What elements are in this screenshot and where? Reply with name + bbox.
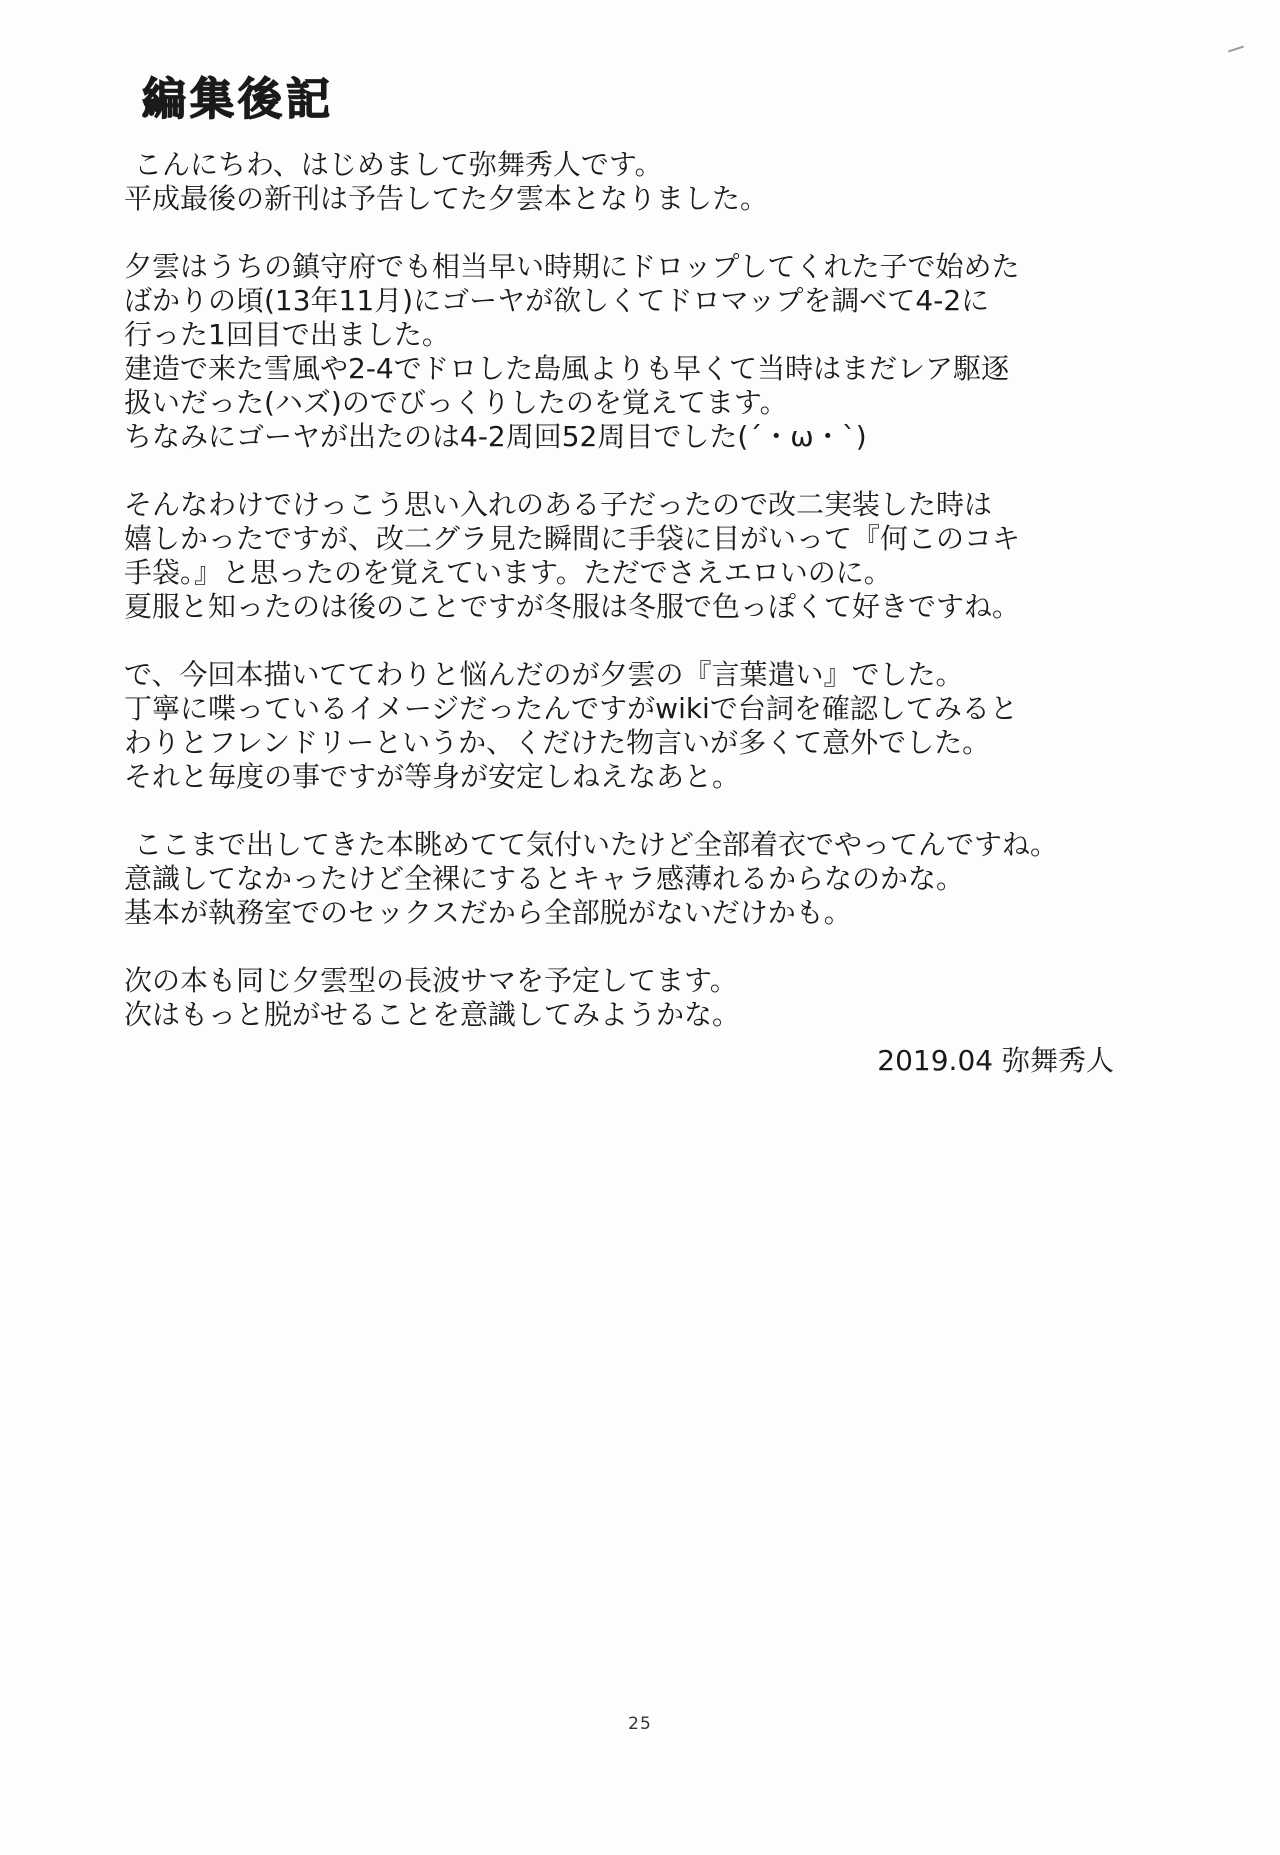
scan-mark [1228,46,1244,53]
paragraph-greeting [124,148,1144,216]
text-line: 夏服と知ったのは後のことですが冬服は冬服で色っぽくて好きですね。 [124,590,1021,623]
text-line: 建造で来た雪風や2-4でドロした島風よりも早くて当時はまだレア駆逐 [124,352,1010,385]
text-line: 丁寧に喋っているイメージだったんですがwikiで台詞を確認してみると [124,692,1018,725]
paragraph-yugumo-drop [124,250,1144,454]
text-line: で、今回本描いててわりと悩んだのが夕雲の『言葉遣い』でした。 [124,658,964,691]
text-line: 行った1回目で出ました。 [124,318,450,351]
text-line: 平成最後の新刊は予告してた夕雲本となりました。 [124,182,769,215]
paragraph-clothing [124,828,1144,930]
page-title: 編集後記 [142,74,334,125]
text-line: こんにちわ、はじめまして弥舞秀人です。 [134,148,663,181]
text-line: 手袋。』と思ったのを覚えています。ただでさえエロいのに。 [124,556,892,589]
text-line: 夕雲はうちの鎮守府でも相当早い時期にドロップしてくれた子で始めた [124,250,1020,283]
text-line: 基本が執務室でのセックスだから全部脱がないだけかも。 [124,896,852,929]
text-line: 嬉しかったですが、改二グラ見た瞬間に手袋に目がいって『何このコキ [124,522,1021,555]
text-line: 次はもっと脱がせることを意識してみようかな。 [124,998,741,1031]
text-line: 次の本も同じ夕雲型の長波サマを予定してます。 [124,964,738,997]
text-line: それと毎度の事ですが等身が安定しねえなあと。 [124,760,741,793]
text-line: そんなわけでけっこう思い入れのある子だったので改二実装した時は [124,488,993,521]
paragraph-next-book [124,964,1144,1032]
signature: 2019.04 弥舞秀人 [877,1044,1114,1077]
text-line: 扱いだった(ハズ)のでびっくりしたのを覚えてます。 [124,386,788,419]
text-line: ちなみにゴーヤが出たのは4-2周回52周目でした(´・ω・`) [124,420,867,453]
document-body [124,148,1144,1066]
text-line: わりとフレンドリーというか、くだけた物言いが多くて意外でした。 [124,726,991,759]
text-line: 意識してなかったけど全裸にするとキャラ感薄れるからなのかな。 [124,862,965,895]
text-line: ばかりの頃(13年11月)にゴーヤが欲しくてドロマップを調べて4-2に [124,284,990,317]
page-number: 25 [628,1714,652,1734]
text-line: ここまで出してきた本眺めてて気付いたけど全部着衣でやってんですね。 [134,828,1059,861]
paragraph-kai-ni [124,488,1144,624]
paragraph-speech-style [124,658,1144,794]
